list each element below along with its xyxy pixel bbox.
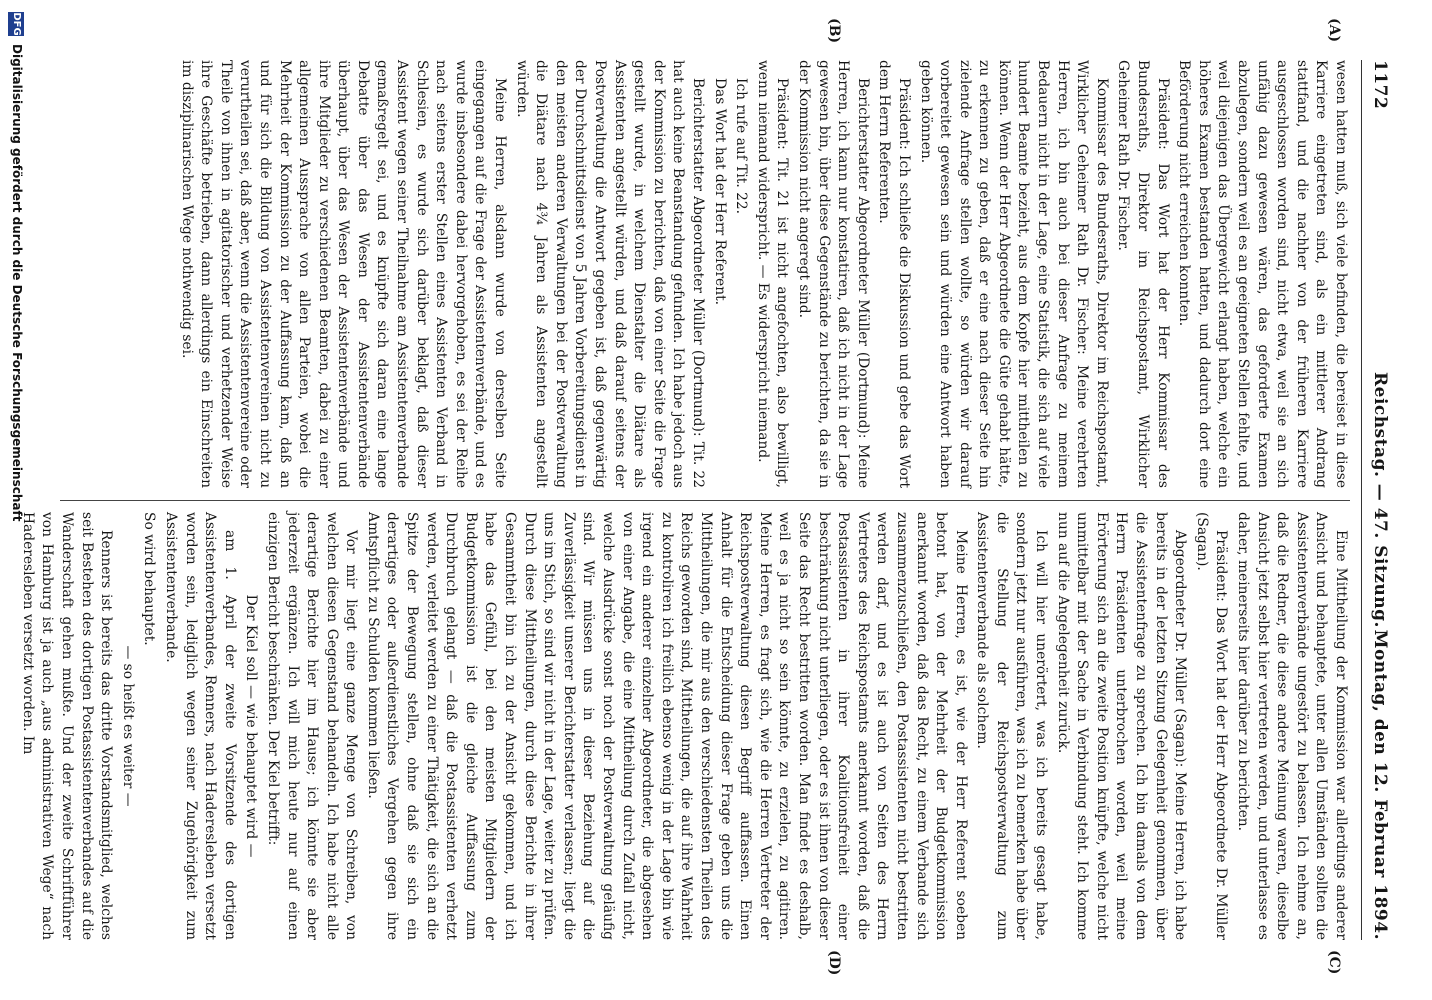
- paragraph: Ich will hier unerörtert, was ich bereits gesagt habe, sondern jetzt nur ausführen, was ich zu bemerken habe über die Stellung der Reichspostverwaltung zum Assistentenverbande als solchem.: [974, 512, 1050, 940]
- paragraph: wesen hatten muß, sich viele befinden, die bereiset in diese Karriere eingetreten sind, als ein mittlerer Andrang stattfand, und die nachher von der früheren Karriere ausgeschlossen worden sind, nicht etwa, weil sie an sich unfähig dazu gewesen wären, das geforderte Examen abzulegen, sondern weil es an geeigneten Stellen fehlte, und weil diejenigen das Übergewicht erlangt haben, welche ein höheres Examen bestanden hatten, und dadurch dort eine Beförderung nicht erreichen konnten.: [1176, 60, 1349, 488]
- paragraph: Meine Herren, es ist, wie der Herr Referent soeben betont hat, von der Mehrheit der Budgetkommission anerkannt worden, daß das Recht, zu einem Verbande sich zusammenzuschließen, den Postassistenten nicht bestritten werden darf, und es ist auch von Seiten des Herrn Vertreters des Reichspostamts anerkannt worden, daß die Postassistenten in ihrer Koalitionsfreiheit einer beschränkung nicht unterliegen, oder es ist ihnen von dieser Seite das Recht bestritten worden. Man findet es deshalb, weil es ja nicht so sein könnte, zu erzielen, zu agitiren. Meine Herren, es fragt sich, wie die Herren Vertreter der Reichspostverwaltung diesen Begriff auffassen. Einen Anhalt für die Entscheidung dieser Frage geben uns die Mittheilungen, die mir aus den verschiedensten Theilen des Reichs geworden sind, Mittheilungen, die auf ihre Wahrheit zu kontroliren ich freilich ebenso wenig in der Lage bin wie irgend ein anderer einzelner Abgeordneter, die abgesehen von einer Angabe, die eine Mittheilung durch Zufall nicht, welche Ausdrücke sonst noch der Postverwaltung geläufig sind. Wir müssen uns in dieser Beziehung auf die Zuverlässigkeit unserer Berichterstatter verlassen; liegt die uns im Stich, so sind wir nicht in der Lage, weiter zu prüfen. Durch diese Mittheilungen, durch diese Berichte in ihrer Gesammtheit bin ich zu der Ansicht gekommen, und ich habe das Gefühl, bei den meisten Mitgliedern der Budgetkommission ist die gleiche Auffassung zum Durchbruch gelangt — daß die Postassistenten verhetzt werden, verleitet werden zu einer Thätigkeit, die sich an die Spitze der Bewegung stellen, ohne daß sie sich ein derartiges oder außerdienstliches Vergehen gegen ihre Amtspflicht zu Schulden kommen ließen.: [364, 512, 969, 940]
- paragraph: Präsident: Das Wort hat der Herr Abgeordnete Dr. Müller (Sagan).: [1193, 512, 1230, 940]
- paragraph: Vor mir liegt eine ganze Menge von Schreiben, von welchen diesen Gegenstand behandeln. Ich habe nicht alle derartige Berichte hier im Hause; ich könnte sie aber jederzeit ergänzen. Ich will mich heute nur auf einen einzigen Bericht beschränken. Der Kiel betrifft:: [264, 512, 360, 940]
- page-number: 1172: [1370, 60, 1390, 110]
- paragraph: Kommissar des Bundesraths, Direktor im Reichspostamt, Wirklicher Geheimer Rath Dr. Fischer: Meine verehrten Herren, ich bin auch bei dieser Anfrage zu meinem Bedauern nicht in der Lage, eine Statistik, die sich auf viele hundert Beamte bezieht, aus dem Kopfe hier mittheilen zu können. Wenn der Herr Abgeordnete die Güte gehabt hätte, zu erkennen zu geben, daß er eine nach dieser Seite hin zielende Anfrage stellen wollte, so würden wir darauf vorbereitet gewesen sein und würden eine Antwort haben geben können.: [917, 60, 1110, 488]
- paragraph: Präsident: Ich schließe die Diskussion und gebe das Wort dem Herrn Referenten.: [876, 60, 912, 488]
- funding-note: Digitalisierung gefördert durch die Deutsche Forschungsgemeinschaft: [10, 44, 24, 522]
- quote-line: — so heißt es weiter —: [119, 645, 136, 807]
- digitization-credit: [0, 0, 32, 1000]
- paragraph: Berichterstatter Abgeordneter Müller (Dortmund): Meine Herren, ich kann nur konstatiren, daß ich nicht in der Lage gewesen bin, über diese Gegenstände zu berichten, da sie in der Kommission nicht angeregt sind.: [795, 60, 871, 488]
- margin-marker-b: (B): [826, 18, 842, 44]
- quote-paragraph: am 1. April der zweite Vorsitzende des dortigen Assistentenverbandes, Renners, nach Haderesleben versetzt worden sein, lediglich wegen seiner Zugehörigkeit zum Assistentenverbande.: [162, 512, 238, 940]
- running-title: Reichstag. — 47. Sitzung.: [1370, 372, 1390, 628]
- column-divider: [60, 500, 1350, 501]
- paragraph: So wird behauptet.: [141, 512, 158, 646]
- quote-line: Der Kiel soll — wie behauptet wird —: [243, 594, 260, 858]
- paragraph: Abgeordneter Dr. Müller (Sagan): Meine Herren, ich habe bereits in der letzten Sitzung Gelegenheit genommen, über die Assistentenfrage zu sprechen. Ich bin damals von dem Herrn Präsidenten unterbrochen worden, weil meine Erörterung sich an die zweite Position knüpfte, welche nicht unmittelbar mit der Sache in Verbindung steht. Ich komme nun auf die Angelegenheit zurück.: [1054, 512, 1189, 940]
- paragraph: Ich rufe auf Tit. 22.: [733, 78, 750, 215]
- margin-marker-a: (A): [1326, 18, 1342, 43]
- margin-marker-d: (D): [826, 950, 842, 976]
- dfg-logo: DFG: [8, 12, 24, 36]
- paragraph: Berichterstatter Abgeordneter Müller (Dortmund): Tit. 22 hat auch keine Beanstandung gefunden. Ich habe jedoch aus der Kommission zu berichten, daß von einer Seite die Frage gestellt wurde, in welchem Dienstalter die Diätare als Assistenten angestellt würden, und daß darauf seitens der Postverwaltung die Antwort gegeben ist, daß gegenwärtig der Durchschnittsdienst von 5 Jahren Vorbereitungsdienst in den meisten anderen Verwaltungen bei der Postverwaltung die Diätare nach 4¾ Jahren als Assistenten angestellt würden.: [513, 60, 706, 488]
- paragraph: Meine Herren, alsdann wurde von derselben Seite eingegangen auf die Frage der Assistentenverbände, und es wurde insbesondere dabei hervorgehoben, es sei der Reihe nach seitens erster Stellen eines Assistenten Verband in Schlesien, es wurde sich darüber beklagt, daß dieser Assistent wegen seiner Theilnahme am Assistentenverbande gemaßregelt sei, und es knüpfte sich daran eine lange Debatte über das Wesen der Assistentenverbände überhaupt, über das Wesen der Assistentenverbände und ihre Mitglieder zu verschiedenen Beamten, dabei zu einer allgemeinen Aussprache von allen Parteien, wobei die Mehrheit der Kommission zu der Auffassung kam, daß an und für sich die Bildung von Assistentenvereinen nicht zu verurtheilen sei, daß aber, wenn die Assistentenvereine oder Theile von ihnen in agitatorischer und verhetzender Weise ihre Geschäfte betrieben, dann allerdings ein Einschreiten im disziplinarischen Wege nothwendig sei.: [178, 60, 509, 488]
- left-column: [60, 60, 1350, 488]
- right-column: [19, 512, 1350, 940]
- paragraph: Das Wort hat der Herr Referent.: [711, 78, 728, 306]
- page-header: [1366, 60, 1396, 940]
- paragraph: Eine Mittheilung der Kommission war allerdings anderer Ansicht und behauptete, unter allen Umständen sollten die Assistentenverbände ungestört zu belassen. Ich nehme an, daß die Redner, die diese andere Meinung waren, dieselbe Ansicht jetzt selbst hier vertreten werden, und unterlasse es daher, meinerseits hier darüber zu berichten.: [1235, 512, 1349, 940]
- paragraph: Präsident: Das Wort hat der Herr Kommissar des Bundesraths, Direktor im Reichspostamt, Wirklicher Geheimer Rath Dr. Fischer.: [1115, 60, 1171, 488]
- paragraph: Präsident: Tit. 21 ist nicht angefochten, also bewilligt, wenn niemand widerspricht. — Es widerspricht niemand.: [754, 60, 791, 488]
- margin-marker-c: (C): [1326, 950, 1342, 975]
- session-date: Montag, den 12. Februar 1894.: [1370, 629, 1390, 940]
- header-rule: [1361, 60, 1362, 940]
- quote-paragraph: Renners ist bereits das dritte Vorstandsmitglied, welches seit Bestehen des dortigen Postassistentenverbandes auf die Wanderschaft gehen mußte. Und der zweite Schriftführer von Hamburg ist ja auch „aus administrativen Wege“ nach Haderesleben versetzt worden. Im: [19, 512, 115, 940]
